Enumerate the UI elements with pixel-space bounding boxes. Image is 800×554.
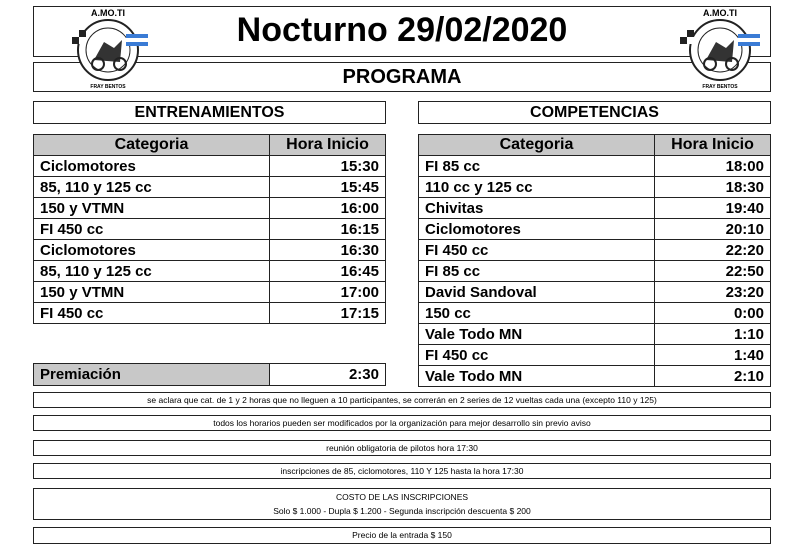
category-cell: Vale Todo MN [419,324,655,345]
logo-text: A.MO.TI [91,8,125,18]
time-cell: 16:45 [270,261,386,282]
table-row [419,219,771,240]
note-series: se aclara que cat. de 1 y 2 horas que no lleguen a 10 participantes, se correrán en 2 series de 12 vueltas cada una (excepto 110 y 125) [33,392,771,408]
time-cell: 19:40 [655,198,771,219]
time-cell: 16:30 [270,240,386,261]
table-row [419,240,771,261]
table-row [419,156,771,177]
table-row [34,177,386,198]
time-cell: 1:10 [655,324,771,345]
table-row [34,261,386,282]
competencias-title: COMPETENCIAS [418,101,771,124]
note-horarios: todos los horarios pueden ser modificados por la organización para mejor desarrollo sin previo aviso [33,415,771,431]
table-row [34,198,386,219]
time-cell: 23:20 [655,282,771,303]
category-cell: 150 y VTMN [34,282,270,303]
logo-city: FRAY BENTOS [702,84,738,90]
premiacion-label: Premiación [34,364,270,386]
category-cell: FI 450 cc [419,345,655,366]
note-inscripciones: inscripciones de 85, ciclomotores, 110 Y 125 hasta la hora 17:30 [33,463,771,479]
entrenamientos-table [33,134,386,324]
time-cell: 17:00 [270,282,386,303]
time-cell: 20:10 [655,219,771,240]
category-cell: FI 450 cc [419,240,655,261]
category-cell: Ciclomotores [34,240,270,261]
table-row [419,261,771,282]
time-cell: 22:50 [655,261,771,282]
table-row [419,177,771,198]
note-costo-title: COSTO DE LAS INSCRIPCIONES [335,492,469,502]
table-row [419,198,771,219]
category-cell: Ciclomotores [419,219,655,240]
time-cell: 18:30 [655,177,771,198]
premiacion-table [33,363,386,386]
time-cell: 16:15 [270,219,386,240]
time-cell: 1:40 [655,345,771,366]
table-row [34,303,386,324]
table-row [419,345,771,366]
category-cell: FI 85 cc [419,261,655,282]
table-row [419,366,771,387]
note-costo [33,488,771,520]
category-cell: FI 450 cc [34,303,270,324]
time-cell: 15:45 [270,177,386,198]
table-header-row [34,135,386,156]
table-row [34,364,386,386]
time-cell: 15:30 [270,156,386,177]
category-cell: David Sandoval [419,282,655,303]
table-header-row [419,135,771,156]
table-row [34,156,386,177]
category-cell: Ciclomotores [34,156,270,177]
time-cell: 18:00 [655,156,771,177]
note-costo-body: Solo $ 1.000 - Dupla $ 1.200 - Segunda inscripción descuenta $ 200 [273,506,531,516]
table-row [419,282,771,303]
category-cell: FI 450 cc [34,219,270,240]
table-row [34,219,386,240]
amoti-logo-left [64,6,152,90]
premiacion-time: 2:30 [270,364,386,386]
table-row [34,282,386,303]
column-header-hora: Hora Inicio [655,135,771,156]
category-cell: Chivitas [419,198,655,219]
note-reunion: reunión obligatoria de pilotos hora 17:30 [33,440,771,456]
time-cell: 0:00 [655,303,771,324]
column-header-categoria: Categoria [419,135,655,156]
competencias-table [418,134,771,387]
note-entrada: Precio de la entrada $ 150 [33,527,771,544]
page-subtitle: PROGRAMA [342,66,462,88]
time-cell: 16:00 [270,198,386,219]
category-cell: 150 y VTMN [34,198,270,219]
logo-text: A.MO.TI [703,8,737,18]
column-header-categoria: Categoria [34,135,270,156]
time-cell: 2:10 [655,366,771,387]
page-title: Nocturno 29/02/2020 [236,11,568,49]
category-cell: 150 cc [419,303,655,324]
category-cell: 85, 110 y 125 cc [34,261,270,282]
table-row [419,303,771,324]
time-cell: 22:20 [655,240,771,261]
logo-city: FRAY BENTOS [90,84,126,90]
category-cell: Vale Todo MN [419,366,655,387]
table-row [34,240,386,261]
time-cell: 17:15 [270,303,386,324]
category-cell: 85, 110 y 125 cc [34,177,270,198]
category-cell: FI 85 cc [419,156,655,177]
entrenamientos-title: ENTRENAMIENTOS [33,101,386,124]
category-cell: 110 cc y 125 cc [419,177,655,198]
amoti-logo-right [676,6,764,90]
column-header-hora: Hora Inicio [270,135,386,156]
table-row [419,324,771,345]
